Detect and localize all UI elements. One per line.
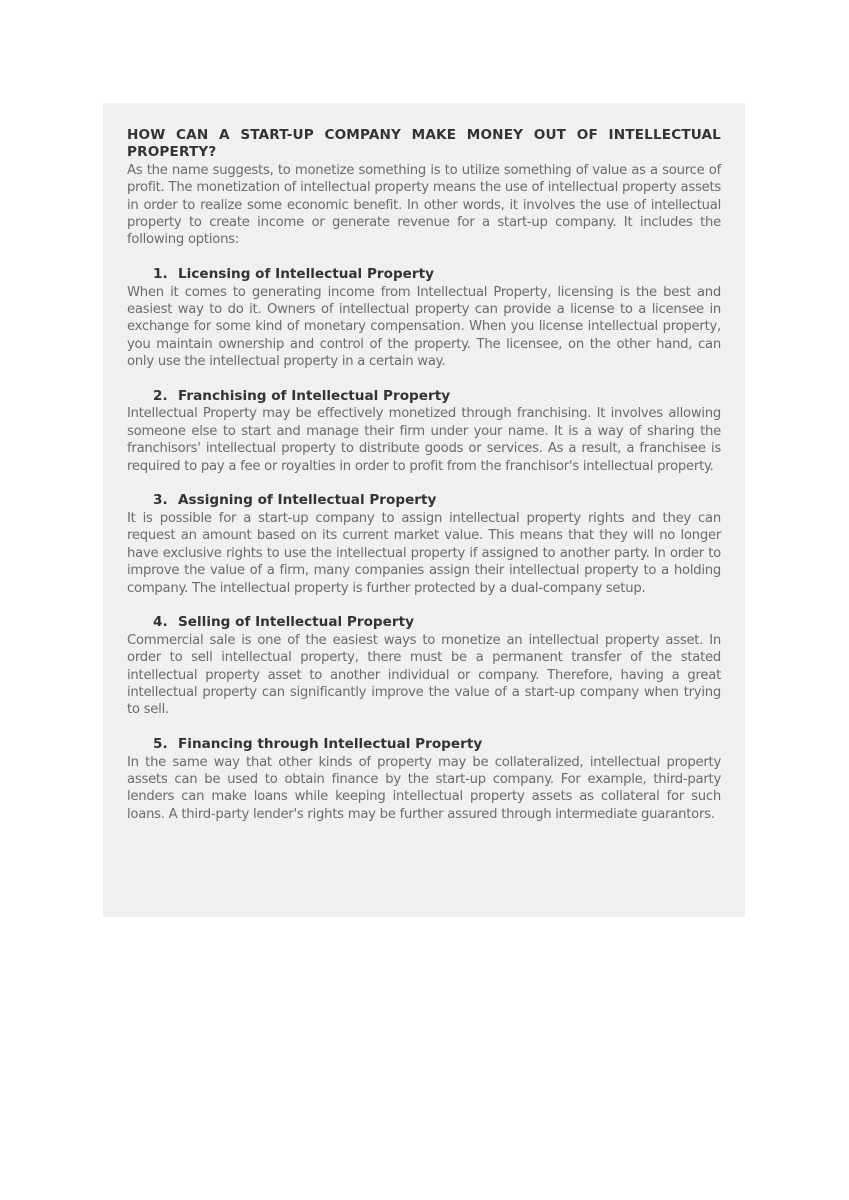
- document-title: HOW CAN A START-UP COMPANY MAKE MONEY OUT OF INTELLECTUAL PROPERTY?: [127, 127, 721, 161]
- section-title: Licensing of Intellectual Property: [178, 266, 434, 283]
- section-title: Financing through Intellectual Property: [178, 736, 483, 753]
- intro-paragraph: As the name suggests, to monetize something is to utilize something of value as a source of profit. The monetization of intellectual property means the use of intellectual property assets in order to realize some economic benefit. In other words, it involves the use of intellectual property to create income or generate revenue for a start-up company. It includes the following options:: [127, 162, 721, 248]
- section-franchising: [127, 388, 721, 475]
- section-heading: [127, 614, 721, 631]
- section-paragraph: In the same way that other kinds of property may be collateralized, intellectual property assets can be used to obtain finance by the start-up company. For example, third-party lenders can make loans while keeping intellectual property assets as collateral for such loans. A third-party lender's rights may be further assured through intermediate guarantors.: [127, 754, 721, 822]
- section-title: Selling of Intellectual Property: [178, 614, 414, 631]
- section-paragraph: Intellectual Property may be effectively monetized through franchising. It involves allowing someone else to start and manage their firm under your name. It is a way of sharing the franchisors' intellectual property to distribute goods or services. As a result, a franchisee is required to pay a fee or royalties in order to profit from the franchisor's intellectual property.: [127, 406, 721, 474]
- section-number: 3.: [153, 492, 168, 509]
- document-card: [103, 103, 745, 917]
- section-licensing: [127, 266, 721, 370]
- section-heading: [127, 266, 721, 283]
- section-paragraph: When it comes to generating income from Intellectual Property, licensing is the best and easiest way to do it. Owners of intellectual property can provide a license to a licensee in exchange for some kind of monetary compensation. When you license intellectual property, you maintain ownership and control of the property. The licensee, on the other hand, can only use the intellectual property in a certain way.: [127, 284, 721, 370]
- section-title: Assigning of Intellectual Property: [178, 492, 437, 509]
- section-assigning: [127, 492, 721, 596]
- section-paragraph: It is possible for a start-up company to assign intellectual property rights and they can request an amount based on its current market value. This means that they will no longer have exclusive rights to use the intellectual property if assigned to another party. In order to improve the value of a firm, many companies assign their intellectual property to a holding company. The intellectual property is further protected by a dual-company setup.: [127, 510, 721, 596]
- section-heading: [127, 492, 721, 509]
- section-number: 1.: [153, 266, 168, 283]
- section-number: 2.: [153, 388, 168, 405]
- section-title: Franchising of Intellectual Property: [178, 388, 451, 405]
- section-number: 4.: [153, 614, 168, 631]
- section-heading: [127, 736, 721, 753]
- section-heading: [127, 388, 721, 405]
- section-paragraph: Commercial sale is one of the easiest ways to monetize an intellectual property asset. In order to sell intellectual property, there must be a permanent transfer of the stated intellectual property asset to another individual or company. Therefore, having a great intellectual property can significantly improve the value of a start-up company when trying to sell.: [127, 632, 721, 718]
- section-financing: [127, 736, 721, 823]
- section-selling: [127, 614, 721, 718]
- section-number: 5.: [153, 736, 168, 753]
